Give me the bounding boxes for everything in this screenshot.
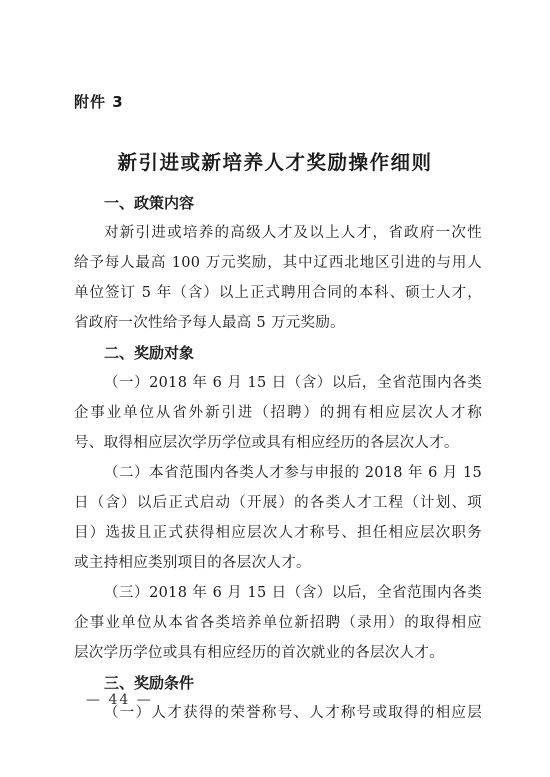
paragraph-line: （三）2018 年 6 月 15 日（含）以后，全省范围内各类 (104, 585, 482, 601)
section-heading-conditions: 三、奖励条件 (104, 674, 195, 692)
page-number: — 44 — (86, 692, 153, 708)
paragraph-line: 省政府一次性给予每人最高 5 万元奖励。 (74, 315, 345, 331)
paragraph-line: 企事业单位从本省各类培养单位新招聘（录用）的取得相应 (74, 615, 482, 631)
paragraph-line: 号、取得相应层次学历学位或具有相应经历的各层次人才。 (74, 435, 459, 451)
attachment-label: 附件 3 (74, 93, 124, 111)
paragraph-line: 给予每人最高 100 万元奖励，其中辽西北地区引进的与用人 (74, 255, 482, 271)
paragraph-line: 对新引进或培养的高级人才及以上人才，省政府一次性 (104, 225, 482, 241)
document-body (74, 188, 482, 728)
document-title: 新引进或新培养人才奖励操作细则 (117, 151, 433, 174)
section-heading-targets: 二、奖励对象 (104, 344, 195, 362)
paragraph-line: 层次学历学位或具有相应经历的首次就业的各层次人才。 (74, 645, 444, 661)
section-heading-policy: 一、政策内容 (104, 194, 195, 212)
paragraph-line: （一）人才获得的荣誉称号、人才称号或取得的相应层 (104, 705, 482, 721)
paragraph-line: 单位签订 5 年（含）以上正式聘用合同的本科、硕士人才， (74, 285, 482, 301)
paragraph-line: 或主持相应类别项目的各层次人才。 (74, 555, 311, 571)
paragraph-line: 企事业单位从省外新引进（招聘）的拥有相应层次人才称 (74, 405, 482, 421)
paragraph-line: （二）本省范围内各类人才参与申报的 2018 年 6 月 15 (104, 465, 482, 481)
paragraph-line: 目）选拔且正式获得相应层次人才称号、担任相应层次职务 (74, 525, 482, 541)
paragraph-line: （一）2018 年 6 月 15 日（含）以后，全省范围内各类 (104, 375, 482, 391)
paragraph-line: 日（含）以后正式启动（开展）的各类人才工程（计划、项 (74, 495, 482, 511)
